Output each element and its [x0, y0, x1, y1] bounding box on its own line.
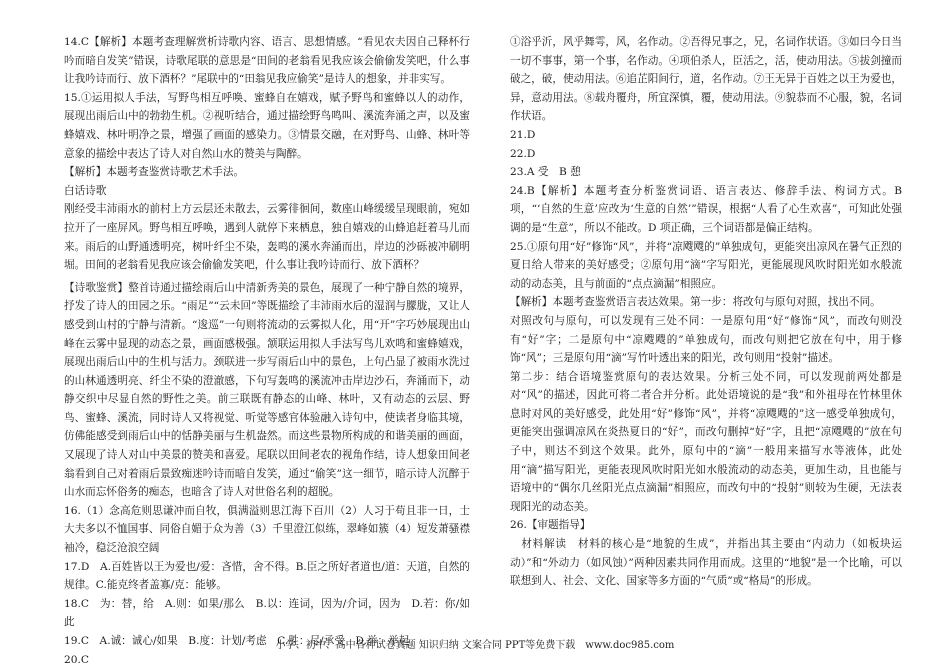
answer-19: 19.C A.诚：诚心/如果 B.度：计划/考虑 C.胜：尽/承受 D.举：举起 — [64, 635, 410, 647]
answer-17: 17.D A.百姓皆以王为爱也/爱：吝惜，舍不得。B.臣之所好者道也/道：天道，自然的规律。C.能克终者盖寡/克：能够。 — [64, 560, 470, 592]
answer-21: 21.D — [510, 128, 536, 141]
word-usage-notes: ①浴乎沂，风乎舞雩，风，名作动。②吾得兄事之，兄，名词作状语。③如曰今日当一切不事事，第一个事，名作动。④项伯杀人，臣活之，活，使动用法。⑤拔剑撞而破之，破，使动用法。⑥追芷阳间行，道，名作动。⑦王无异于百姓之以王为爱也，异，意动用法。⑧载舟覆舟，所宜深慎，覆，使动用法。⑨貌恭而不心服，貌，名词作状语。 — [510, 36, 902, 123]
answer-18: 18.C 为：替，给 A.则：如果/那么 B.以：连词，因为/介词，因为 D.若：你/如此 — [64, 597, 470, 629]
analysis-25: 【解析】本题考查鉴赏语言表达效果。第一步：将改句与原句对照，找出不同。 — [510, 296, 881, 309]
vernacular-poem-heading: 白话诗歌 — [64, 184, 107, 197]
answer-22: 22.D — [510, 147, 536, 160]
right-column — [510, 33, 902, 591]
analysis-25-step1: 对照改句与原句，可以发现有三处不同：一是原句用“好”修饰“风”，而改句则没有“好”字；二是原句中“凉飕飕的”单独成句，而改句则把它放在句中，用于修饰“风”；三是原句用“滴”写竹叶透出来的阳光，改句则用“投射”描述。 — [510, 314, 902, 365]
vernacular-poem: 刚经受丰沛雨水的前村上方云层还未散去，云雾徘徊间，数座山峰缓缓呈现眼前，宛如拉开了一座屏风。野鸟相互呼唤，遇到人就停下来栖息，独自嬉戏的山蜂追赶着马儿而来。雨后的山野通透明亮，树叶纤尘不染，轰鸣的溪水奔涌而出，岸边的沙砾被冲刷明堀。田间的老翁看见我应该会偷偷发笑吧，什么事让我吟诗而行、放下酒杯？ — [64, 203, 470, 272]
answer-26-material: 材料解读 材料的核心是“地貌的生成”，并指出其主要由“内动力（如板块运动）”和“外动力（如风蚀）”两种因素共同作用而成。这里的“地貌”是一个比喻，可以联想到人、社会、文化、国家等多方面的“气质”或“格局”的形成。 — [510, 538, 902, 588]
answer-16: 16.（1）念高危则思谦冲而自牧，俱满溢则思江海下百川（2）人习于苟且非一日，士大夫多以不恤国事、同俗自媚于众为善（3）千里澄江似练，翠峰如簇（4）短发萧骚襟袖冷，稳泛沧浪空阔 — [64, 504, 470, 555]
answer-15: 15.①运用拟人手法，写野鸟相互呼唤、蜜蜂自在嬉戏，赋予野鸟和蜜蜂以人的动作，展现出雨后山中的勃勃生机。②视听结合，通过描绘野鸟鸣叫、溪流奔涌之声，以及蜜蜂嬉戏、林叶明净之景，增强了画面的感染力。③情景交融，在对野鸟、山蜂、林叶等意象的描绘中表达了诗人对自然山水的赞美与陶醉。 — [64, 91, 470, 160]
answer-24: 24.B【解析】本题考查分析鉴赏词语、语言表达、修辞手法、构词方式。B 项，“‘自然的生意’应改为‘生意的自然’”错误，根据“人看了心生欢喜”，可知此处强调的是“生意”，所以不能改。D 项正确，三个词语都是偏正结构。 — [510, 184, 902, 234]
page-footer: 小学、初中、高中各种试卷真题 知识归纳 文案合同 PPT等免费下载 www.doc985.com — [275, 640, 675, 651]
answer-20: 20.C — [64, 653, 89, 666]
poem-appreciation: 【诗歌鉴赏】整首诗通过描绘雨后山中清新秀美的景色，展现了一种宁静自然的境界，抒发了诗人的田园之乐。“雨足”“云未回”等既描绘了丰沛雨水后的湿润与朦胧，又让人感受到山村的宁静与清新。“逡巡”一句则将流动的云雾拟人化，用“开”字巧妙展现出山峰在云雾中显现的动态之景，画面感极强。颔联运用拟人手法写鸟儿欢鸣和蜜蜂嬉戏，展现出雨后山中的生机与活力。颈联进一步写雨后山中的景色，上句凸显了被雨水洗过的山林通透明亮、纤尘不染的澄澈感，下句写轰鸣的溪流冲击岸边沙石，奔涌而下，动静交织中尽显自然的野性之美。前三联既有静态的山峰、林叶，又有动态的云层、野鸟、蜜蜂、溪流，同时诗人又将视觉、听觉等感官体验融入诗句中，使读者身临其境，仿佛能感受到雨后山中的恬静美丽与生机盎然。而这些景物所构成的和谐美丽的画面，又展现了诗人对山中美景的赞美和喜爱。尾联以田间老农的视角作结，诗人想象田间老翁看到自己对着雨后景致痴迷吟诗而暗自发笑，通过“偷笑”这一细节，暗示诗人沉醉于山水而忘怀俗务的痴态，也暗含了诗人对世俗名利的超脱。 — [64, 281, 470, 499]
answer-26-heading: 26.【审题指导】 — [510, 519, 591, 532]
left-column — [64, 33, 470, 669]
answer-23: 23.A 受 B 憩 — [510, 166, 581, 179]
answer-14: 14.C【解析】本题考查理解赏析诗歌内容、语言、思想情感。“看见农夫因自己释杯行吟而暗自发笑”错误，诗歌尾联的意思是“田间的老翁看见我应该会偷偷发笑吧，什么事让我吟诗而行、放下酒杯？”尾联中的“田翁见我应偷笑”是诗人的想象，并非实写。 — [64, 36, 470, 86]
answer-25: 25.①原句用“好”修饰“风”，并将“凉飕飕的”单独成句，更能突出凉风在暑气正烈的夏日给人带来的美好感受；②原句用“滴”字写阳光，更能展现风吹时阳光如水般流动的动态美，且与前面的“点点滴漏”相照应。 — [510, 240, 902, 290]
analysis-15: 【解析】本题考查鉴赏诗歌艺术手法。 — [64, 166, 245, 179]
analysis-25-step2: 第二步：结合语境鉴赏原句的表达效果。分析三处不同，可以发现前两处都是对“风”的描述，因此可将二者合并分析。此处语境说的是“我”和外祖母在竹林里休息时对风的美好感受，此处用“好”修饰“风”，并将“凉飕飕的”这一感受单独成句，更能突出强调凉风在炎热夏日的“好”，而改句删掉“好”字，且把“凉飕飕的”放在句子中，则达不到这个效果。此外，原句中的“滴”一般用来描写水等液体，此处用“滴”描写阳光，更能表现风吹时阳光如水般流动的动态美，更加生动，且也能与语境中的“偶尔几丝阳光点点滴漏”相照应，而改句中的“投射”则较为生硬，无法表现阳光的动态美。 — [510, 370, 902, 513]
